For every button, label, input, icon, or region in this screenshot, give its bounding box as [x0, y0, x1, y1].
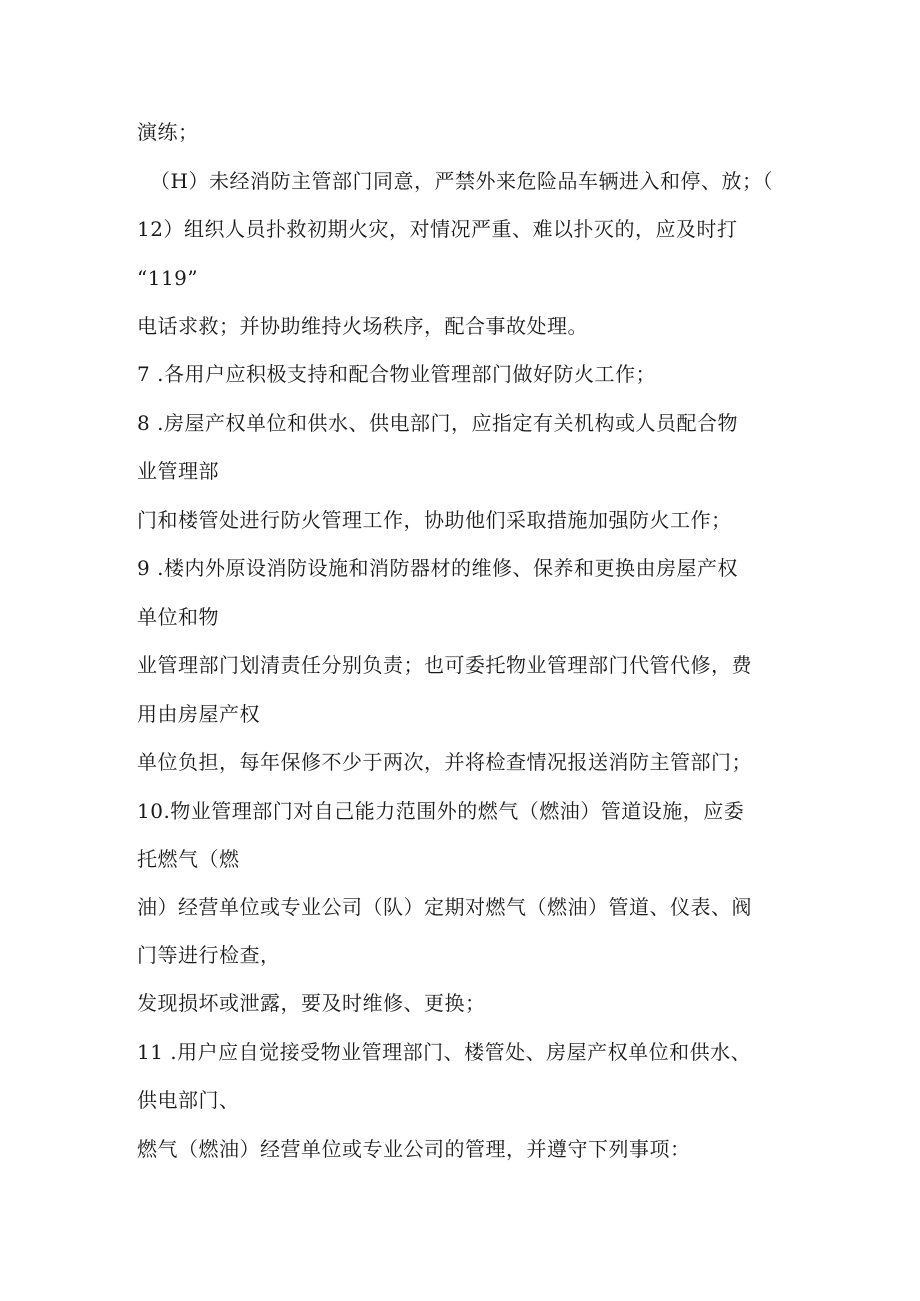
- text-line: 8 .房屋产权单位和供水、供电部门，应指定有关机构或人员配合物: [137, 411, 738, 435]
- text-line: （H）未经消防主管部门同意，严禁外来危险品车辆进入和停、放；（: [150, 169, 773, 193]
- text-line: 10.物业管理部门对自己能力范围外的燃气（燃油）管道设施，应委: [137, 799, 745, 823]
- text-line: 电话求救；并协助维持火场秩序，配合事故处理。: [137, 314, 588, 338]
- text-line: 演练；: [137, 120, 199, 144]
- text-line: 业管理部门划清责任分别负责；也可委托物业管理部门代管代修，费: [137, 653, 752, 677]
- text-line: 供电部门、: [137, 1088, 240, 1112]
- text-line: 12）组织人员扑救初期火灾，对情况严重、难以扑灭的，应及时打: [137, 217, 738, 241]
- text-line: 9 .楼内外原设消防设施和消防器材的维修、保养和更换由房屋产权: [137, 556, 738, 580]
- text-line: 7 .各用户应积极支持和配合物业管理部门做好防火工作；: [137, 362, 656, 386]
- text-line: 门等进行检查，: [137, 943, 281, 967]
- text-line: “119”: [137, 266, 199, 290]
- text-line: 业管理部: [137, 459, 219, 483]
- text-line: 托燃气（燃: [137, 847, 240, 871]
- text-line: 单位负担，每年保修不少于两次，并将检查情况报送消防主管部门；: [137, 750, 752, 774]
- text-line: 门和楼管处进行防火管理工作，协助他们采取措施加强防火工作；: [137, 508, 732, 532]
- text-line: 用由房屋产权: [137, 702, 260, 726]
- text-line: 燃气（燃油）经营单位或专业公司的管理，并遵守下列事项：: [137, 1137, 691, 1161]
- text-line: 油）经营单位或专业公司（队）定期对燃气（燃油）管道、仪表、阀: [137, 895, 752, 919]
- text-line: 单位和物: [137, 605, 219, 629]
- text-line: 11 .用户应自觉接受物业管理部门、楼管处、房屋产权单位和供水、: [137, 1040, 752, 1064]
- text-line: 发现损坏或泄露，要及时维修、更换；: [137, 991, 486, 1015]
